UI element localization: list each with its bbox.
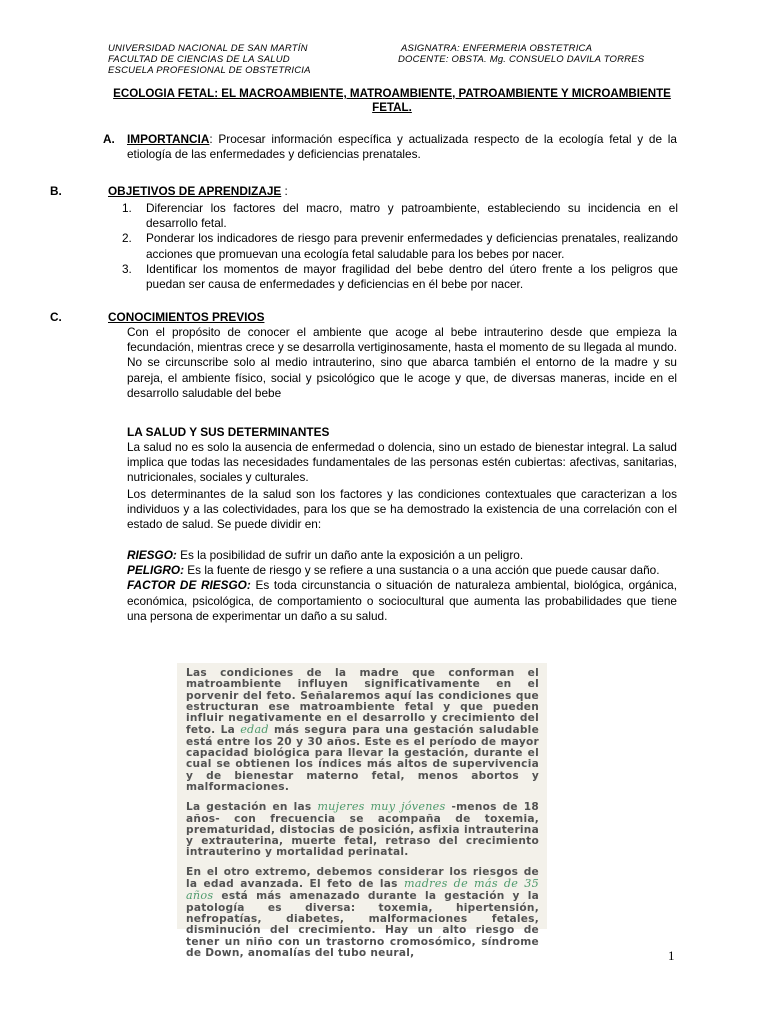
header-faculty: FACULTAD DE CIENCIAS DE LA SALUD (108, 54, 290, 65)
list-item (122, 262, 678, 292)
section-a-paragraph (127, 132, 677, 162)
scan-highlight: madres de más de 35 años (186, 877, 539, 903)
header-university: UNIVERSIDAD NACIONAL DE SAN MARTÍN (108, 43, 308, 54)
list-item-number: 2. (122, 231, 132, 246)
definition-text: Es la fuente de riesgo y se refiere a una sustancia o a una acción que puede causar daño. (184, 563, 660, 578)
page-number: 1 (668, 948, 675, 963)
document-title: ECOLOGIA FETAL: EL MACROAMBIENTE, MATROAMBIENTE, PATROAMBIENTE Y MICROAMBIENTE FETAL. (113, 87, 671, 114)
scan-paragraph (186, 668, 539, 793)
determinants-paragraph: Los determinantes de la salud son los factores y las condiciones contextuales que caracterizan a los individuos y a las colectividades, para los que se ha demostrado la existencia de una correlación con el estado de salud. Se puede dividir en: (127, 487, 677, 532)
scan-paragraph (186, 801, 539, 858)
header-subject: ASIGNATRA: ENFERMERIA OBSTETRICA (401, 43, 593, 54)
definition-term: RIESGO: (127, 548, 177, 562)
definition-text: Es toda circunstancia o situación de naturaleza ambiental, biológica, orgánica, económica, psicológica, de comportamiento o sociocultural que aumenta las probabilidades que tiene una persona de experimentar un daño a su salud. (127, 578, 678, 623)
list-item (122, 201, 678, 231)
header-course (398, 43, 644, 65)
scan-paragraph (186, 867, 539, 959)
header-school: ESCUELA PROFESIONAL DE OBSTETRICIA (108, 65, 311, 76)
header-institution (108, 43, 311, 76)
definition-danger (127, 563, 677, 578)
header-teacher: DOCENTE: OBSTA. Mg. CONSUELO DAVILA TORRES (398, 54, 645, 65)
definition-term: PELIGRO: (127, 563, 185, 578)
section-c-letter: C. (50, 310, 62, 324)
definition-risk (127, 548, 677, 563)
definition-text: Es la posibilidad de sufrir un daño ante la exposición a un peligro. (176, 548, 524, 562)
list-item-text: Diferenciar los factores del macro, matro y patroambiente, estableciendo su incidencia en el desarrollo fetal. (146, 201, 678, 231)
section-a-letter: A. (103, 132, 115, 146)
scan-text: más segura para una gestación saludable está entre los 20 y 30 años. Este es el período de mayor capacidad biológica para llevar la gestación, durante el cual se obtienen los índices más altos de supervivencia y de bienestar materno fetal, menos abortos y malformaciones. (186, 724, 540, 793)
definition-term: FACTOR DE RIESGO: (127, 578, 251, 593)
list-item-number: 3. (122, 261, 132, 276)
health-subtitle: LA SALUD Y SUS DETERMINANTES (127, 425, 330, 439)
section-a-text: : Procesar información específica y actualizada respecto de la ecología fetal y de la etiología de las enfermedades y deficiencias prenatales. (127, 132, 677, 162)
scan-text: Las condiciones de la madre que conforman el matroambiente influyen significativamente en el porvenir del feto. Señalaremos aquí las condiciones que estructuran ese matroambiente fetal y que pueden influir negativamente en el desarrollo y crecimiento del feto. La (186, 667, 539, 737)
scan-highlight: edad (240, 723, 269, 737)
definition-risk-factor (127, 578, 677, 624)
section-b-suffix: : (281, 184, 288, 198)
health-paragraph: La salud no es solo la ausencia de enfermedad o dolencia, sino un estado de bienestar integral. La salud implica que todas las necesidades fundamentales de las personas estén cubiertas: afectivas, sanitarias, nutricionales, sociales y culturales. (127, 440, 677, 485)
section-b-label: OBJETIVOS DE APRENDIZAJE (108, 184, 282, 198)
scan-text: La gestación en las (186, 801, 318, 814)
section-a-label: IMPORTANCIA (127, 132, 210, 146)
section-b-heading (108, 184, 288, 198)
section-b-letter: B. (50, 184, 62, 198)
section-c-label: CONOCIMIENTOS PREVIOS (108, 310, 265, 324)
objectives-list (122, 201, 678, 292)
definitions-list (127, 548, 677, 624)
scan-text: -menos de 18 años- con frecuencia se acompaña de toxemia, prematuridad, distocias de posición, asfixia intrauterina y extrauterina, muerte fetal, retraso del crecimiento intrauterino y mortalidad perinatal. (186, 801, 540, 859)
list-item (122, 231, 678, 261)
section-c-intro: Con el propósito de conocer el ambiente que acoge al bebe intrauterino desde que empieza la fecundación, mientras crece y se desarrolla vertiginosamente, hasta el momento de su llegada al mundo. No se circunscribe solo al medio intrauterino, sino que abarca también el entorno de la madre y su pareja, el ambiente físico, social y psicológico que le acoge y que, de diversas maneras, incide en el desarrollo saludable del bebe (127, 325, 677, 400)
scan-highlight: mujeres muy jóvenes (317, 800, 446, 814)
list-item-text: Ponderar los indicadores de riesgo para prevenir enfermedades y deficiencias prenatales, realizando acciones que promuevan una ecología fetal saludable para los bebes por nacer. (146, 231, 678, 261)
list-item-number: 1. (122, 201, 132, 215)
scan-text: En el otro extremo, debemos considerar los riesgos de la edad avanzada. El feto de las (186, 865, 539, 891)
list-item-text: Identificar los momentos de mayor fragilidad del bebe dentro del útero frente a los peligros que puedan ser causa de enfermedades y deficiencias en él bebe por nacer. (146, 261, 678, 292)
scan-text: está más amenazado durante la gestación y la patología es diversa: toxemia, hipertensión, nefropatías, diabetes, malformaciones fetales, disminución del crecimiento. Hay un alto riesgo de tener un niño con un trastorno cromosómico, síndrome de Down, anomalías del tubo neural, (186, 890, 539, 959)
scanned-excerpt-image (177, 663, 547, 959)
